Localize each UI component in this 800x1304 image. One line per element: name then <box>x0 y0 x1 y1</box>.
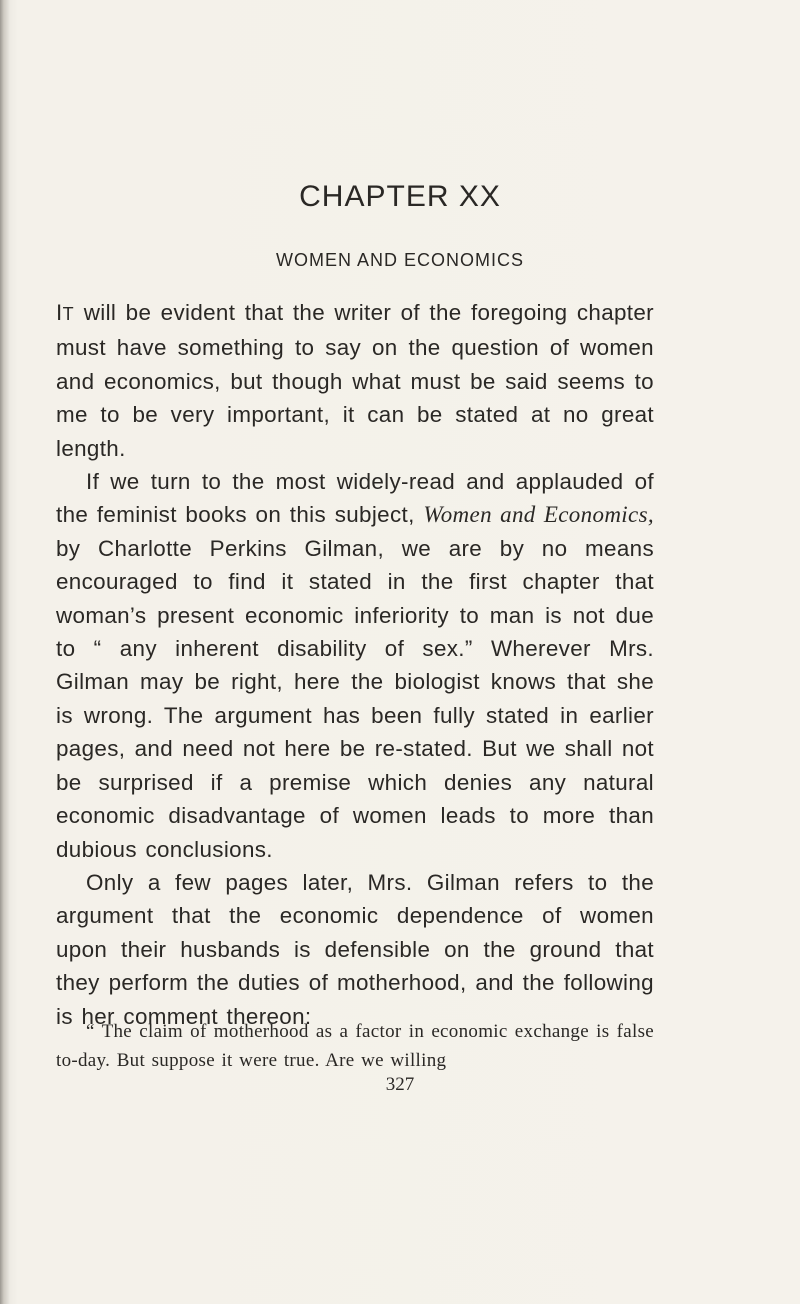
block-quote <box>56 1017 654 1075</box>
quote-text: “ The claim of motherhood as a factor in economic exchange is false to-day. But suppose it were true. Are we willing <box>56 1021 654 1071</box>
chapter-subtitle: WOMEN AND ECONOMICS <box>275 250 524 270</box>
page-number: 327 <box>385 1074 415 1095</box>
paragraph-1 <box>56 296 654 465</box>
paragraph-1-text: will be evident that the writer of the foregoing chapter must have something to say on the question of women and economics, but though what must be said seems to me to be very important, it can be stated at no great length. <box>56 300 654 461</box>
chapter-title: CHAPTER XX <box>299 180 501 213</box>
book-title-italic: Women and Economics, <box>423 502 654 528</box>
paragraph-2-before: If we turn to the most widely-read and applauded of the feminist books on this subject, <box>56 469 654 528</box>
paragraph-2 <box>56 465 654 866</box>
paragraph-1-dropcap: IT <box>56 300 75 325</box>
body-text <box>56 296 654 1033</box>
paragraph-2-after: by Charlotte Perkins Gilman, we are by no means encouraged to find it stated in the first chapter that woman’s present economic inferiority to man is not due to “ any inherent disability of sex.” Wherever Mrs. Gilman may be right, here the biologist knows that she is wrong. The argument has been fully stated in earlier pages, and need not here be re-stated. But we shall not be surprised if a premise which denies any natural economic disadvantage of women leads to more than dubious conclusions. <box>56 535 654 862</box>
paragraph-3: Only a few pages later, Mrs. Gilman refers to the argument that the economic dependence of women upon their husbands is defensible on the ground that they perform the duties of motherhood, and the following is her comment thereon: <box>56 869 654 1029</box>
